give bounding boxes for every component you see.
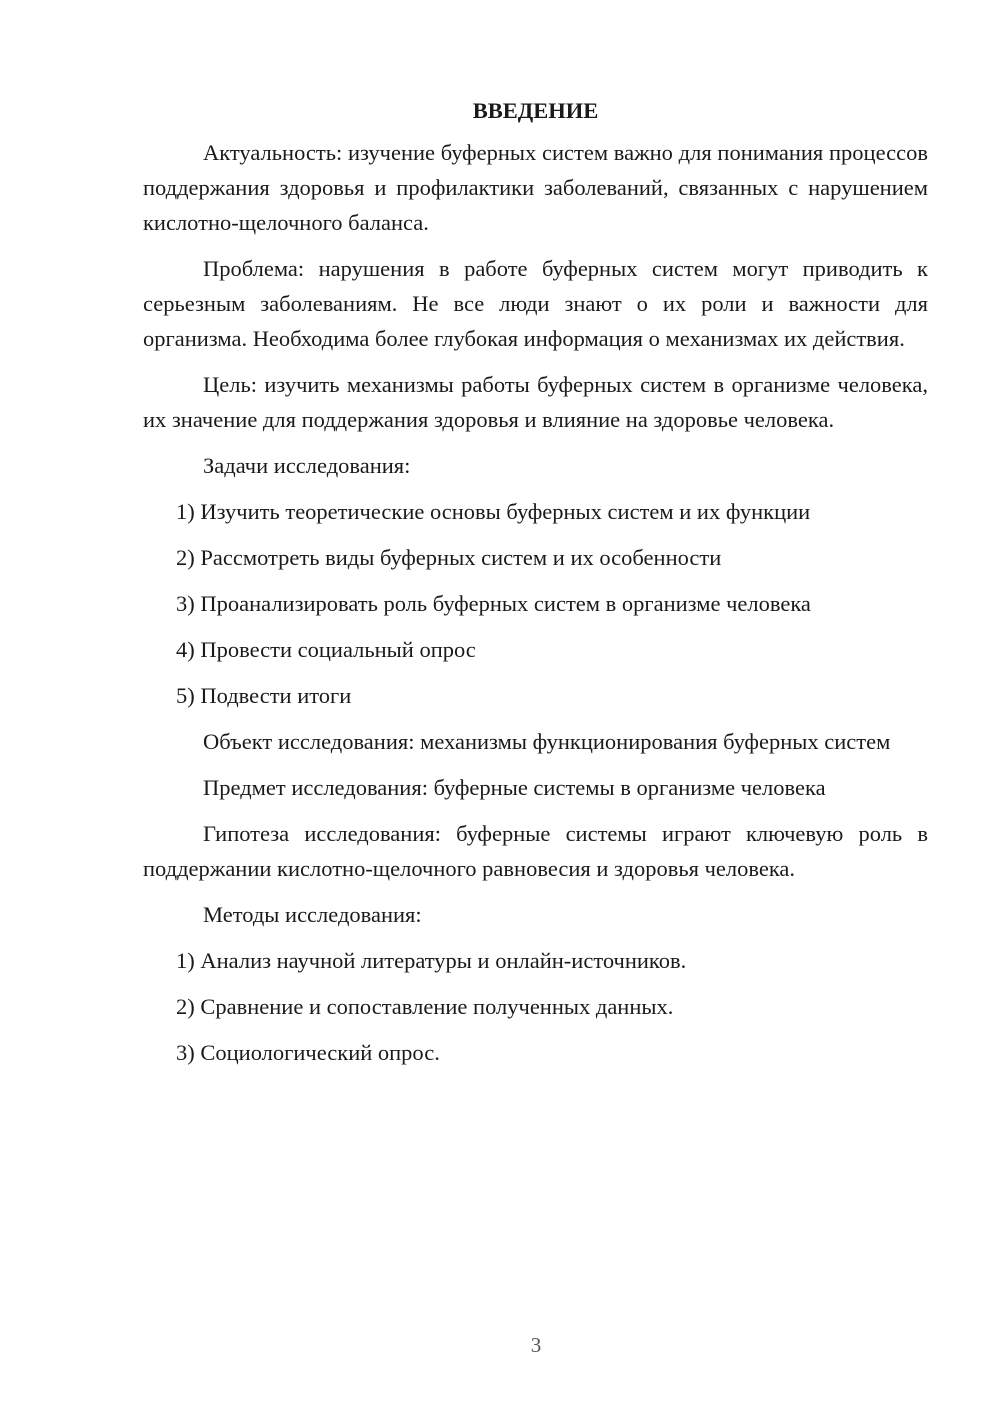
goal-paragraph: Цель: изучить механизмы работы буферных систем в организме человека, их значение для поддержания здоровья и влияние на здоровье человека. (143, 372, 928, 432)
tasks-heading: Задачи исследования: (203, 453, 411, 478)
relevance-paragraph: Актуальность: изучение буферных систем важно для понимания процессов поддержания здоровья и профилактики заболеваний, связанных с нарушением кислотно-щелочного баланса. (143, 140, 928, 235)
task-item: 2) Рассмотреть виды буферных систем и их особенности (176, 545, 722, 570)
page-body (143, 95, 928, 1081)
method-item: 3) Социологический опрос. (176, 1040, 440, 1065)
hypothesis-paragraph: Гипотеза исследования: буферные системы играют ключевую роль в поддержании кислотно-щелочного равновесия и здоровья человека. (143, 821, 928, 881)
problem-paragraph: Проблема: нарушения в работе буферных систем могут приводить к серьезным заболеваниям. Не все люди знают о их роли и важности для организма. Необходима более глубокая информация о механизмах их действия. (143, 256, 928, 351)
object-paragraph: Объект исследования: механизмы функционирования буферных систем (203, 729, 891, 754)
methods-heading: Методы исследования: (203, 902, 422, 927)
task-item: 4) Провести социальный опрос (176, 637, 476, 662)
subject-paragraph: Предмет исследования: буферные системы в организме человека (203, 775, 826, 800)
task-item: 5) Подвести итоги (176, 683, 352, 708)
method-item: 1) Анализ научной литературы и онлайн-источников. (176, 948, 687, 973)
page-number: 3 (530, 1333, 542, 1357)
task-item: 1) Изучить теоретические основы буферных систем и их функции (176, 499, 811, 524)
section-title: ВВЕДЕНИЕ (472, 98, 599, 123)
method-item: 2) Сравнение и сопоставление полученных данных. (176, 994, 674, 1019)
task-item: 3) Проанализировать роль буферных систем в организме человека (176, 591, 811, 616)
